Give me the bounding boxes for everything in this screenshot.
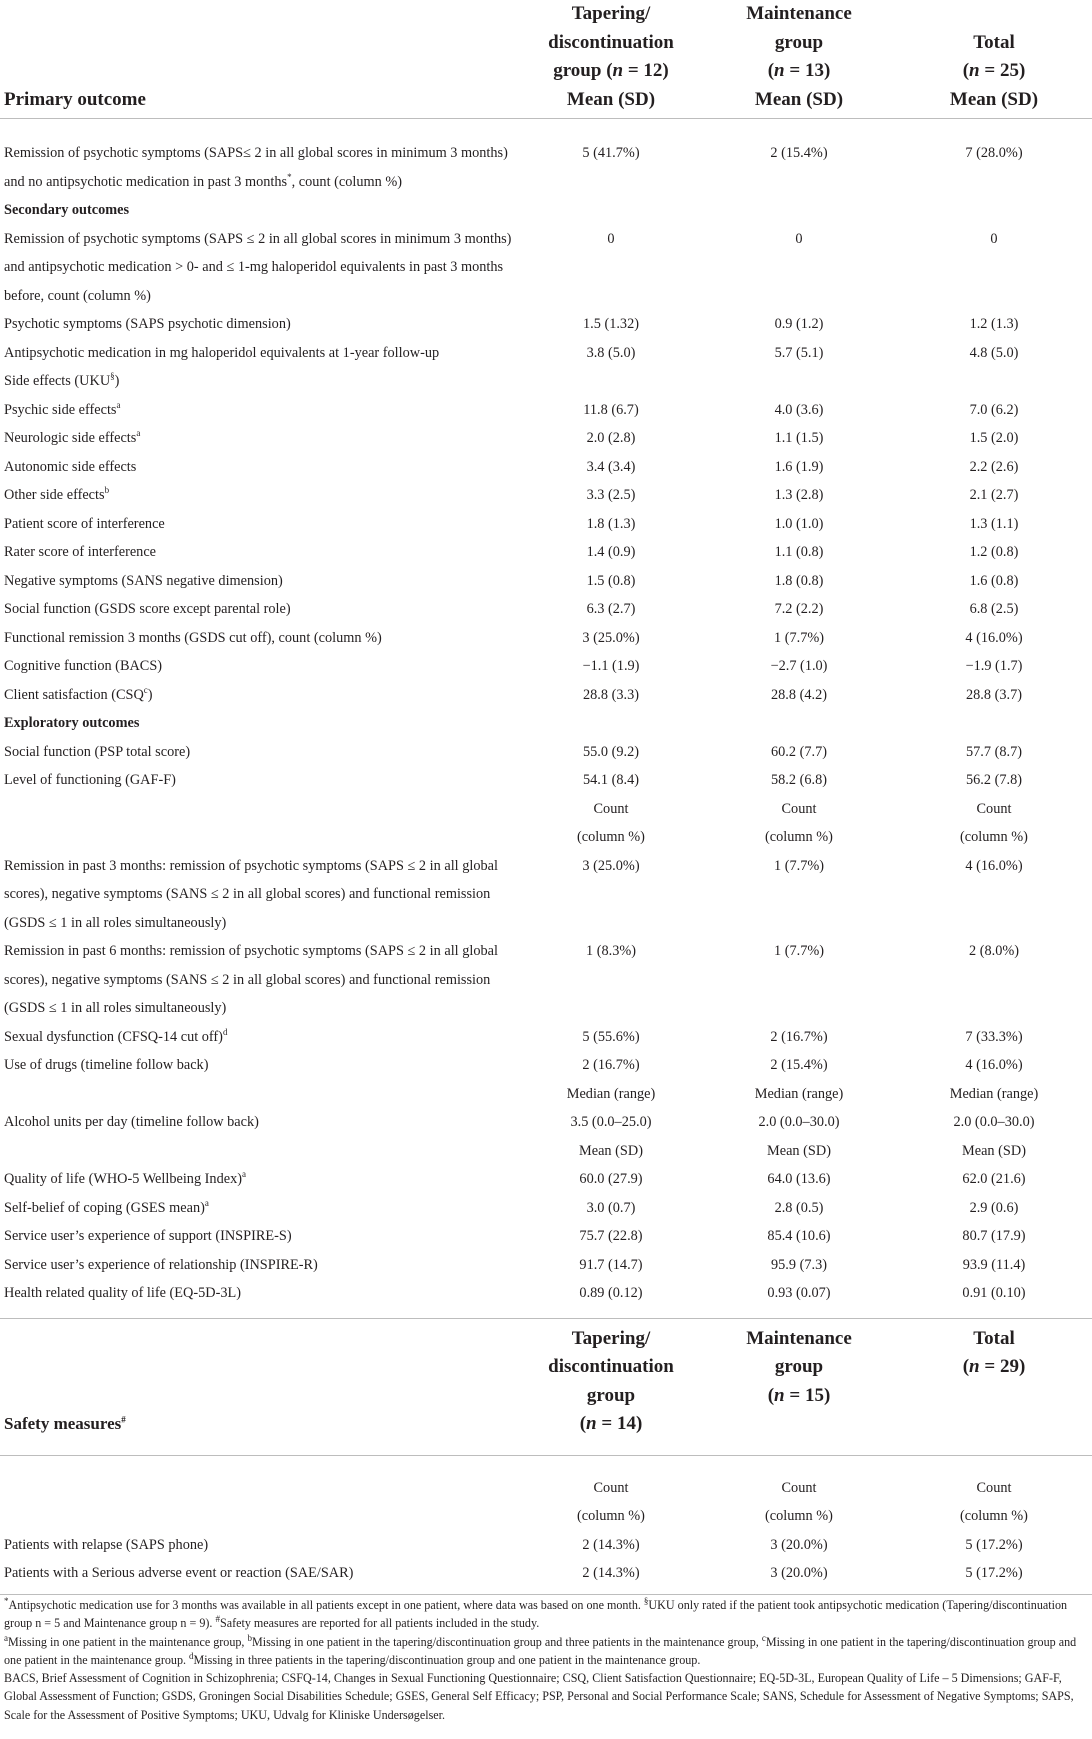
subheader-mean: Mean (SD): [579, 1142, 643, 1159]
subheader-count: [520, 1474, 702, 1531]
subheader-row: [0, 1474, 1092, 1531]
footnote-text: Missing in one patient in the maintenance group,: [8, 1634, 248, 1649]
footnote-marker: a: [116, 399, 121, 410]
footnote-marker: c: [143, 684, 148, 695]
row-label: [0, 396, 520, 425]
header-g3-n: n: [969, 60, 980, 81]
row-label-text: ): [147, 686, 153, 703]
safety-measures-heading: [0, 1318, 520, 1455]
cell-maintenance: 1.6 (1.9): [774, 458, 824, 475]
table-row: [0, 595, 1092, 624]
cell-maintenance: −2.7 (1.0): [770, 658, 828, 674]
cell-maintenance: 3 (20.0%): [770, 1536, 828, 1553]
row-label: Health related quality of life (EQ-5D-3L): [4, 1285, 241, 1301]
table-row: [0, 310, 1092, 339]
table-row: [0, 339, 1092, 368]
safety-g3-n: n: [969, 1356, 980, 1377]
row-label: Remission in past 6 months: remission of psychotic symptoms (SAPS ≤ 2 in all global scores), negative symptoms (SANS ≤ 2 in all global scores) and functional remission (GSDS ≤ 1 in all roles simultaneously): [4, 943, 498, 1016]
row-label: Remission in past 3 months: remission of psychotic symptoms (SAPS ≤ 2 in all global scores), negative symptoms (SANS ≤ 2 in all global scores) and functional remission (GSDS ≤ 1 in all roles simultaneously): [4, 857, 498, 931]
subheader-text: Count: [781, 1479, 817, 1496]
table-row: [0, 367, 1092, 396]
safety-g1-line4b: = 14): [596, 1413, 643, 1434]
table-row: [0, 567, 1092, 596]
table-row: [0, 624, 1092, 653]
cell-maintenance: 1 (7.7%): [773, 857, 825, 874]
cell-tapering: 3.3 (2.5): [586, 487, 636, 503]
safety-g2-line3b: = 15): [784, 1384, 831, 1406]
row-label-text: Quality of life (WHO-5 Wellbeing Index): [4, 1171, 242, 1187]
row-label: [0, 481, 520, 510]
subheader-mean: Mean (SD): [962, 1142, 1026, 1159]
safety-g1-n: n: [586, 1413, 597, 1434]
cell-total: 2.9 (0.6): [969, 1199, 1019, 1216]
safety-g2-line3a: (: [767, 1384, 775, 1406]
cell-total: 4.8 (5.0): [969, 344, 1019, 361]
section-exploratory-outcomes: Exploratory outcomes: [4, 715, 140, 731]
subheader-count: [702, 795, 896, 852]
header-g2-line1: Maintenance: [746, 3, 852, 24]
table-row: [0, 1023, 1092, 1052]
header-g1-line4: Mean (SD): [566, 88, 656, 110]
safety-g1-line3: group: [586, 1384, 636, 1406]
safety-g1-line2: discontinuation: [548, 1356, 674, 1377]
section-row: [0, 709, 1092, 738]
safety-g1-line1: Tapering/: [571, 1327, 651, 1349]
cell-total: 5 (17.2%): [896, 1559, 1092, 1594]
table-row: [0, 652, 1092, 681]
cell-total: 62.0 (21.6): [962, 1171, 1026, 1187]
cell-tapering: 3.8 (5.0): [586, 344, 636, 361]
row-label: [0, 367, 520, 396]
row-label: Social function (PSP total score): [4, 743, 191, 760]
subheader-count: [702, 1474, 896, 1531]
cell-tapering: 6.3 (2.7): [586, 601, 636, 617]
cell-total: 7.0 (6.2): [969, 401, 1019, 418]
row-label: Social function (GSDS score except parental role): [4, 601, 291, 617]
header-g2-line4: Mean (SD): [754, 88, 844, 110]
cell-total: 1.3 (1.1): [969, 515, 1019, 532]
row-label-text: ): [114, 373, 120, 389]
row-label: Level of functioning (GAF-F): [4, 772, 176, 788]
cell-tapering: 2 (14.3%): [520, 1559, 702, 1594]
row-label-text: Client satisfaction (CSQ: [4, 686, 144, 703]
table-row: [0, 1165, 1092, 1194]
cell-maintenance: 7.2 (2.2): [774, 601, 824, 617]
safety-header-maintenance: [702, 1318, 896, 1455]
row-label: Service user’s experience of relationship (INSPIRE-R): [4, 1256, 318, 1273]
subheader-median: Median (range): [754, 1085, 844, 1102]
cell-tapering: 28.8 (3.3): [583, 686, 639, 703]
footnote-text: UKU only rated if the patient took antipsychotic medication (Tapering/discontinuation group n = 5 and Maintenance group n = 9).: [4, 1598, 1068, 1631]
safety-header-row: [0, 1318, 1092, 1455]
table-row: [0, 139, 1092, 196]
subheader-median: Median (range): [949, 1085, 1039, 1102]
safety-label-text: Safety measures: [4, 1414, 122, 1433]
table-row: [0, 1559, 1092, 1594]
subheader-text: Count: [593, 800, 629, 817]
cell-maintenance: 1.1 (1.5): [774, 430, 824, 446]
footnote-marker: #: [215, 1614, 220, 1625]
footnote-text: Safety measures are reported for all patients included in the study.: [219, 1616, 540, 1631]
cell-tapering: 2.0 (2.8): [586, 430, 636, 446]
section-secondary-outcomes: Secondary outcomes: [4, 202, 130, 218]
table-row: [0, 396, 1092, 425]
cell-total: 5 (17.2%): [965, 1536, 1023, 1553]
table-row: [0, 1251, 1092, 1280]
cell-maintenance: 0.93 (0.07): [767, 1285, 831, 1301]
row-label-text: , count (column %): [291, 173, 402, 190]
cell-maintenance: 2.8 (0.5): [774, 1199, 824, 1216]
header-g1-line2: discontinuation: [548, 31, 674, 53]
cell-tapering: 91.7 (14.7): [579, 1256, 643, 1273]
cell-maintenance: 0: [795, 230, 803, 247]
cell-tapering: 1.5 (0.8): [586, 572, 636, 589]
subheader-count: [896, 1474, 1092, 1531]
row-label: Use of drugs (timeline follow back): [4, 1057, 209, 1073]
cell-maintenance: 0.9 (1.2): [774, 316, 824, 332]
footnote-marker: a: [136, 428, 141, 439]
table-footnotes: [4, 1596, 1090, 1724]
cell-total: 4 (16.0%): [965, 629, 1023, 646]
subheader-count: [520, 795, 702, 852]
row-label: Patients with a Serious adverse event or reaction (SAE/SAR): [0, 1559, 520, 1594]
cell-tapering: 3.4 (3.4): [586, 458, 636, 475]
table-row: [0, 510, 1092, 539]
subheader-text: (column %): [577, 1508, 645, 1524]
table-row: [0, 453, 1092, 482]
footnote-marker: b: [247, 1632, 252, 1643]
cell-tapering: 1.4 (0.9): [586, 544, 636, 560]
safety-g2-n: n: [774, 1384, 785, 1406]
table-row: [0, 1108, 1092, 1137]
cell-maintenance: 2 (16.7%): [770, 1028, 828, 1045]
table-row: [0, 766, 1092, 795]
table-row: [0, 1051, 1092, 1080]
footnote-text: Missing in one patient in the tapering/discontinuation group and three patients in the maintenance group,: [251, 1634, 762, 1649]
header-g2-n: n: [774, 60, 785, 81]
cell-total: 4 (16.0%): [965, 857, 1023, 874]
cell-total: 93.9 (11.4): [962, 1256, 1026, 1273]
header-total: [896, 0, 1092, 119]
cell-tapering: 1.8 (1.3): [586, 515, 636, 532]
section-row: [0, 196, 1092, 225]
subheader-row: [0, 1137, 1092, 1166]
cell-total: 4 (16.0%): [965, 1057, 1023, 1073]
row-label: Alcohol units per day (timeline follow back): [4, 1114, 259, 1130]
footnote-abbreviations: BACS, Brief Assessment of Cognition in Schizophrenia; CSFQ-14, Changes in Sexual Functioning Questionnaire; CSQ, Client Satisfaction Questionnaire; EQ-5D-3L, European Quality of Life – 5 Dimensions; GAF-F, Global Assessment of Function; GSDS, Groningen Social Disabilities Schedule; GSES, General Self Efficacy; PSP, Personal and Social Performance Scale; SANS, Schedule for Assessment of Negative Symptoms; SAPS, Scale for the Assessment of Positive Symptoms; UKU, Udvalg for Kliniske Undersøgelser.: [4, 1671, 1074, 1722]
cell-maintenance: 2 (15.4%): [770, 145, 828, 161]
table-row: [0, 1531, 1092, 1560]
cell-tapering: 1 (8.3%): [585, 943, 637, 959]
row-label-text: Other side effects: [4, 487, 105, 503]
row-label: Remission of psychotic symptoms (SAPS ≤ 2 in all global scores in minimum 3 months) and antipsychotic medication > 0- and ≤ 1-mg haloperidol equivalents in past 3 months before, count (column %): [4, 230, 512, 304]
safety-g3-line2a: (: [962, 1356, 970, 1377]
subheader-count: [896, 795, 1092, 852]
cell-maintenance: 2.0 (0.0–30.0): [758, 1114, 840, 1130]
cell-maintenance: 1.8 (0.8): [774, 572, 824, 589]
safety-header-total: [896, 1318, 1092, 1455]
row-label-text: Side effects (UKU: [4, 373, 111, 389]
cell-total: 0.91 (0.10): [962, 1285, 1026, 1301]
subheader-text: (column %): [960, 1508, 1028, 1524]
row-label: [0, 139, 520, 196]
header-g3-line4: Mean (SD): [949, 88, 1039, 110]
cell-tapering: 2 (16.7%): [582, 1057, 640, 1073]
header-maintenance-group: [702, 0, 896, 119]
cell-tapering: 0: [607, 230, 615, 247]
cell-tapering: 3 (25.0%): [582, 629, 640, 646]
safety-header-tapering: [520, 1318, 702, 1455]
cell-total: 6.8 (2.5): [969, 601, 1019, 617]
cell-tapering: 2 (14.3%): [582, 1536, 640, 1553]
header-row: [0, 0, 1092, 119]
cell-maintenance: 64.0 (13.6): [767, 1171, 831, 1187]
row-label: Autonomic side effects: [4, 458, 137, 475]
row-label: Negative symptoms (SANS negative dimension): [4, 572, 283, 589]
footnote-marker: a: [242, 1169, 246, 1180]
cell-maintenance: 28.8 (4.2): [771, 686, 827, 703]
subheader-text: (column %): [577, 829, 645, 845]
subheader-text: (column %): [960, 829, 1028, 845]
header-g1-line3b: = 12): [623, 60, 669, 81]
row-label: Cognitive function (BACS): [4, 658, 163, 674]
table-row: [0, 852, 1092, 938]
cell-maintenance: 85.4 (10.6): [767, 1228, 831, 1244]
footnote-marker: §: [643, 1595, 649, 1606]
row-label: [0, 1165, 520, 1194]
cell-maintenance: 95.9 (7.3): [771, 1256, 827, 1273]
footnote-text: Antipsychotic medication use for 3 months was available in all patients except in one patient, where data was based on one month.: [8, 1598, 644, 1612]
subheader-text: Count: [593, 1479, 629, 1496]
cell-tapering: 54.1 (8.4): [583, 772, 639, 788]
table-row: [0, 937, 1092, 1023]
table-row: [0, 424, 1092, 453]
header-g2-line3b: = 13): [784, 60, 831, 81]
row-label: Service user’s experience of support (INSPIRE-S): [4, 1228, 292, 1244]
cell-tapering: 0.89 (0.12): [579, 1285, 643, 1301]
table-row: [0, 225, 1092, 311]
footnote-text: Missing in three patients in the tapering/discontinuation group and one patient in the maintenance group.: [193, 1652, 701, 1667]
header-g2-line2: group: [774, 31, 824, 53]
cell-maintenance: 58.2 (6.8): [771, 772, 827, 788]
cell-total: 1.6 (0.8): [969, 572, 1019, 589]
footnote-marker: a: [204, 1197, 209, 1208]
cell-total: 57.7 (8.7): [966, 743, 1022, 760]
cell-total: 2.2 (2.6): [969, 458, 1019, 475]
row-label: [0, 424, 520, 453]
cell-total: 7 (28.0%): [965, 145, 1023, 161]
safety-g3-line1: Total: [973, 1327, 1015, 1349]
cell-maintenance: 5.7 (5.1): [774, 344, 824, 361]
cell-maintenance: 1.3 (2.8): [774, 487, 824, 503]
header-tapering-group: [520, 0, 702, 119]
table-row: [0, 538, 1092, 567]
cell-maintenance: 1 (7.7%): [773, 943, 825, 959]
cell-total: 2 (8.0%): [968, 943, 1020, 959]
safety-g3-line2b: = 29): [979, 1356, 1026, 1377]
footnote-marker: #: [121, 1414, 126, 1425]
safety-g2-line2: group: [774, 1356, 824, 1377]
cell-total: 80.7 (17.9): [962, 1228, 1026, 1244]
safety-g2-line1: Maintenance: [746, 1327, 852, 1349]
subheader-mean: Mean (SD): [767, 1142, 831, 1159]
header-g1-line3a: group (: [553, 60, 613, 81]
footnote-2: [4, 1633, 1090, 1670]
cell-tapering: 75.7 (22.8): [579, 1228, 643, 1244]
row-label: Functional remission 3 months (GSDS cut off), count (column %): [4, 629, 382, 646]
row-label-text: Remission of psychotic symptoms (SAPS≤ 2 in all global scores in minimum 3 months) and no antipsychotic medication in past 3 months: [4, 145, 508, 190]
footnote-text: Missing in one patient in the tapering/discontinuation group and one patient in the maintenance group.: [4, 1634, 1077, 1667]
row-label: [0, 1194, 520, 1223]
cell-total: 1.2 (0.8): [969, 544, 1019, 560]
cell-maintenance: 1 (7.7%): [773, 629, 825, 646]
footnote-marker: b: [104, 485, 110, 496]
cell-tapering: 3.5 (0.0–25.0): [570, 1114, 652, 1130]
footnote-marker: §: [110, 371, 115, 382]
subheader-text: (column %): [765, 829, 833, 845]
row-label: Rater score of interference: [4, 544, 157, 560]
subheader-text: Count: [976, 800, 1012, 817]
footnote-1: [4, 1596, 1090, 1633]
header-g3-line3a: (: [962, 60, 970, 81]
subheader-row: [0, 1080, 1092, 1109]
cell-total: 1.2 (1.3): [969, 316, 1019, 332]
cell-tapering: 3.0 (0.7): [586, 1199, 636, 1216]
cell-tapering: 5 (55.6%): [582, 1028, 640, 1045]
safety-g1-line4a: (: [579, 1413, 587, 1434]
cell-maintenance: 3 (20.0%): [702, 1559, 896, 1594]
cell-total: 1.5 (2.0): [969, 430, 1019, 446]
subheader-text: (column %): [765, 1508, 833, 1524]
cell-tapering: 60.0 (27.9): [579, 1171, 643, 1187]
cell-tapering: −1.1 (1.9): [582, 658, 640, 674]
table-row: [0, 481, 1092, 510]
header-g1-n: n: [612, 60, 624, 81]
footnote-marker: *: [4, 1595, 9, 1606]
cell-total: 7 (33.3%): [965, 1028, 1023, 1045]
cell-maintenance: 1.1 (0.8): [774, 544, 824, 560]
cell-total: 28.8 (3.7): [966, 686, 1022, 703]
row-label: [0, 1023, 520, 1052]
header-primary-outcome: Primary outcome: [0, 0, 520, 119]
row-label: Antipsychotic medication in mg haloperidol equivalents at 1-year follow-up: [4, 344, 440, 361]
table-row: [0, 738, 1092, 767]
cell-tapering: 55.0 (9.2): [583, 743, 639, 760]
row-label-text: Psychic side effects: [4, 401, 117, 418]
footnote-marker: d: [222, 1026, 228, 1037]
cell-total: 0: [990, 230, 998, 247]
cell-maintenance: 60.2 (7.7): [771, 743, 827, 760]
row-label-text: Self-belief of coping (GSES mean): [4, 1199, 205, 1216]
row-label: Patients with relapse (SAPS phone): [4, 1536, 209, 1553]
row-label-text: Neurologic side effects: [4, 430, 137, 446]
table-row: [0, 681, 1092, 710]
cell-tapering: 11.8 (6.7): [583, 401, 639, 418]
subheader-median: Median (range): [566, 1085, 656, 1102]
cell-total: 2.1 (2.7): [969, 487, 1019, 503]
cell-tapering: 5 (41.7%): [582, 145, 640, 161]
header-g3-line3b: = 25): [979, 60, 1026, 81]
footnote-marker: c: [761, 1632, 766, 1643]
header-g2-line3a: (: [767, 60, 775, 81]
footnote-marker: a: [4, 1632, 8, 1643]
subheader-text: Count: [781, 800, 817, 817]
cell-total: 2.0 (0.0–30.0): [953, 1114, 1035, 1130]
row-label: Patient score of interference: [4, 515, 165, 532]
footnote-marker: d: [189, 1650, 194, 1661]
footnote-marker: *: [287, 171, 292, 182]
table-row: [0, 1222, 1092, 1251]
cell-maintenance: 4.0 (3.6): [774, 401, 824, 418]
table-row: [0, 1279, 1092, 1308]
row-label: Psychotic symptoms (SAPS psychotic dimension): [4, 316, 291, 332]
subheader-text: Count: [976, 1479, 1012, 1496]
cell-maintenance: 1.0 (1.0): [774, 515, 824, 532]
header-g3-line1: Total: [973, 31, 1015, 53]
cell-tapering: 1.5 (1.32): [583, 316, 639, 332]
cell-maintenance: 2 (15.4%): [770, 1057, 828, 1073]
header-g1-line1: Tapering/: [571, 3, 651, 24]
row-label: [0, 681, 520, 710]
row-label-text: Sexual dysfunction (CFSQ-14 cut off): [4, 1028, 223, 1045]
cell-tapering: 3 (25.0%): [582, 857, 640, 874]
cell-total: −1.9 (1.7): [965, 658, 1023, 674]
subheader-row: [0, 795, 1092, 852]
cell-total: 56.2 (7.8): [966, 772, 1022, 788]
table-row: [0, 1194, 1092, 1223]
